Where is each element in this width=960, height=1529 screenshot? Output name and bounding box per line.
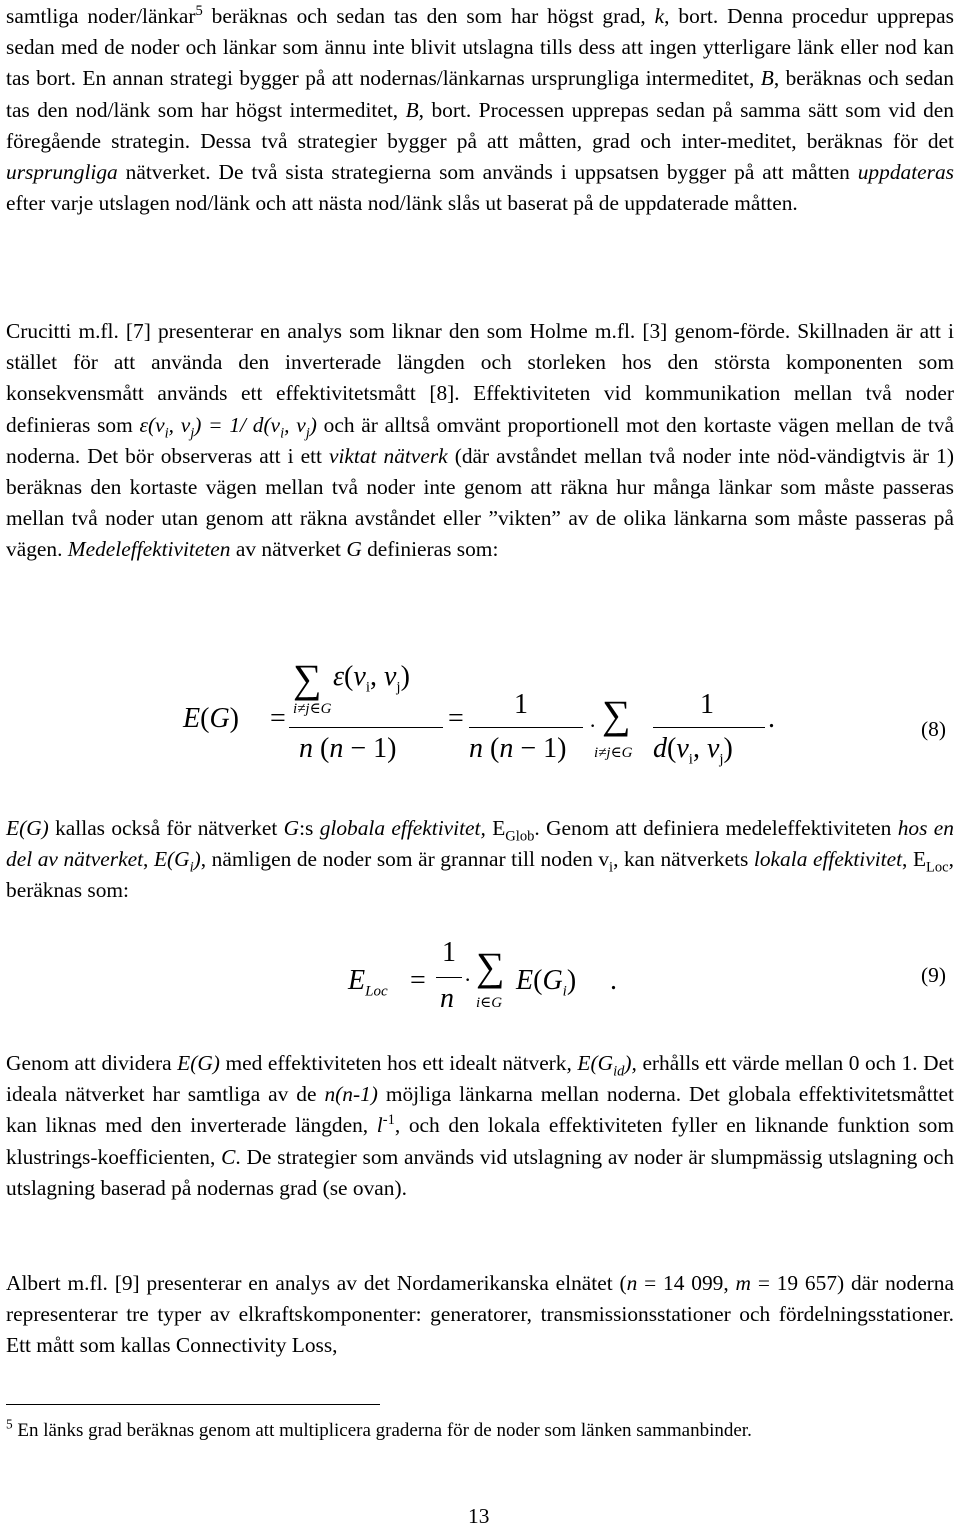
subscript-i: i (609, 859, 614, 876)
italic-globala-effektivitet: globala effektivitet, (319, 816, 486, 840)
sum-index: i≠j∈G (293, 701, 332, 717)
text-run: . De strategier som används vid utslagning av noder är slumpmässig utslagning och utslagning baserad på nodernas grad (se ovan). (6, 1144, 954, 1200)
text-run: av nätverket (230, 537, 347, 562)
text-run: beräknas och sedan tas den som har högst grad, (202, 4, 655, 28)
efficiency-definition: $\varepsilon(v_i$, $v_j) = 1/$ $d(v_i$, $v_j$) (139, 412, 317, 441)
text-run: nätverket. De två sista strategierna som används i uppsatsen bygger på att måtten (117, 160, 858, 185)
eq8-equals-2: = (448, 703, 464, 734)
text-run: , beräknas som: (6, 847, 954, 903)
sum-symbol: ∑ (602, 692, 631, 737)
text-run: samtliga noder/länkar (6, 4, 196, 28)
paragraph-global-efficiency (6, 813, 954, 907)
eq9-dot-product: · (464, 967, 472, 992)
italic-hos-en-del: hos en del av nätverket (6, 816, 954, 872)
italic-c: C (221, 1144, 236, 1169)
eq8-numerator: $\varepsilon(v_i$, $v_j$) (333, 661, 410, 696)
italic-b: B (405, 97, 419, 122)
footnote-reference: 5 (195, 2, 203, 19)
fraction-bar (436, 977, 462, 978)
eq8-lhs: E(G) (183, 703, 239, 734)
eq8-one-numerator-2: 1 (700, 689, 714, 720)
eq8-equals-1: = (270, 703, 286, 734)
fraction-bar (289, 727, 443, 728)
text-run: , bort. Denna procedur upprepas sedan med de noder och länkar som ännu inte blivit utslagna tills dess att ingen ytterligare länk eller nod kan tas bort. En annan strategi bygger på att nodernas/länkarnas ursprungliga intermeditet, (6, 4, 954, 91)
text-run: , och den lokala effektiviteten fyller en liknande funktion som klustrings-koefficienten, (6, 1113, 954, 1169)
text-run: efter varje utslagen nod/länk och att nästa nod/länk slås ut baserat på de uppdaterade måtten. (6, 191, 798, 216)
text-run: erhålls ett värde mellan 0 och 1. Det ideala nätverket har samtliga av de (6, 1051, 955, 1107)
italic-g: G (346, 537, 362, 562)
equation-9 (6, 935, 954, 1025)
eq9-numerator: 1 (442, 937, 456, 968)
sum-symbol: ∑ (476, 944, 505, 989)
eq8-dot-product: · (589, 713, 597, 738)
eq9-denominator: n (440, 983, 454, 1014)
text-run: och är alltså omvänt proportionell mot den kortaste vägen mellan de två noderna. Det bör observeras att i ett (6, 412, 954, 468)
italic-eg: E(G) (6, 816, 49, 840)
italic-g: G (283, 816, 300, 840)
eq9-lhs: $E_{Loc}$ (348, 965, 388, 1000)
fraction-bar (469, 727, 583, 728)
italic-viktat-natverk: viktat nätverk (328, 443, 448, 468)
sum-symbol: ∑ (293, 656, 322, 701)
italic-nn1: n(n-1) (324, 1082, 378, 1107)
eq8-denominator-2: n (n − 1) (469, 733, 567, 764)
italic-ursprungliga: ursprungliga (6, 160, 118, 185)
eq9-equals: = (410, 965, 426, 996)
text-run: Albert m.fl. [9] presenterar en analys av det Nordamerikanska elnätet ( (6, 1271, 627, 1295)
page-number: 13 (468, 1504, 490, 1528)
italic-l: l (376, 1113, 383, 1138)
text-run: , E (902, 847, 927, 872)
paragraph-normalization (6, 1048, 954, 1204)
text-run: definieras som: (361, 537, 499, 562)
text-run: , (143, 847, 154, 872)
footnote-number: 5 (6, 1416, 13, 1432)
equation-8 (6, 655, 954, 775)
italic-egi: $E(G_i)$ (153, 847, 201, 876)
footnote (6, 1416, 954, 1445)
italic-medeleffektiviteten: Medeleffektiviteten (67, 537, 231, 562)
paragraph-crucitti (6, 316, 954, 566)
text-run: = 19 657) där noderna representerar tre typer av elkraftskomponenter: generatorer, transmissionsstationer och fördelningsstationer. Ett mått som kallas Connectivity Loss, (6, 1271, 954, 1358)
text-run: = 14 099, (637, 1271, 736, 1295)
text-run: , nämligen de noder som är grannar till noden v (200, 847, 610, 872)
italic-k: k (654, 4, 665, 28)
equation-number-8: (8) (921, 717, 946, 741)
text-run: med effektiviteten hos ett idealt nätverk, (219, 1051, 578, 1075)
paragraph-albert (6, 1268, 954, 1362)
italic-n: n (626, 1271, 638, 1295)
text-run: Crucitti m.fl. [7] presenterar en analys som liknar den som Holme m.fl. [3] genom-förde. Skillnaden är att i stället för att använda den inverterade längden och storleken hos den största komponenten som konsekvensmått används ett effektivitetsmått [8]. Effektiviteten vid kommunikation mellan två noder definieras som (6, 319, 954, 437)
sum-index: i∈G (476, 995, 503, 1011)
subscript-glob: Glob (505, 828, 535, 845)
eq9-term: $E(G_i)$ (516, 965, 577, 1000)
paragraph-strategies (6, 1, 954, 219)
superscript-minus-one: -1 (382, 1112, 395, 1129)
eq9-period: . (610, 965, 617, 996)
eq8-denominator-1: n (n − 1) (299, 733, 397, 764)
footnote-separator (6, 1404, 380, 1405)
italic-b: B (760, 66, 774, 91)
text-run: , beräknas och sedan tas den nod/länk som har högst intermeditet, (6, 66, 954, 122)
italic-m: m (735, 1271, 751, 1295)
eq8-denominator-3: $d(v_i$, $v_j$) (653, 733, 733, 768)
italic-egid: $E(G_{id})$, (577, 1051, 637, 1080)
text-run: , kan nätverkets (613, 847, 754, 872)
text-run: kallas också för nätverket (48, 816, 284, 840)
text-run: (där avståndet mellan två noder inte nöd-vändigtvis är 1) beräknas den kortaste vägen mellan två noder inte genom att räkna hur många länkar som måste passeras mellan två noder utan genom att räkna avståndet eller ”vikten” av de olika länkarna som måste passeras på vägen. (6, 443, 954, 562)
subscript-loc: Loc (926, 859, 949, 876)
text-run: E (485, 816, 506, 840)
text-run: :s (299, 816, 320, 840)
italic-eg: E(G) (177, 1051, 220, 1075)
equation-number-9: (9) (921, 963, 946, 987)
text-run: , bort. Processen upprepas sedan på samma sätt som vid den föregående strategin. Dessa två strategier bygger på att måtten, grad och inter-meditet, beräknas för det (6, 97, 954, 153)
italic-uppdateras: uppdateras (857, 160, 954, 185)
italic-lokala-effektivitet: lokala effektivitet (753, 847, 903, 872)
sum-index: i≠j∈G (594, 745, 633, 761)
text-run: . Genom att definiera medeleffektiviteten (534, 816, 898, 840)
fraction-bar (653, 727, 765, 728)
eq8-one-numerator: 1 (514, 689, 528, 720)
text-run: möjliga länkarna mellan noderna. Det globala effektivitetsmåttet kan liknas med den inverterade längden, (6, 1082, 954, 1138)
footnote-text: En länks grad beräknas genom att multiplicera graderna för de noder som länken sammanbinder. (12, 1420, 752, 1441)
eq8-period: . (768, 703, 775, 734)
text-run: Genom att dividera (6, 1051, 178, 1075)
